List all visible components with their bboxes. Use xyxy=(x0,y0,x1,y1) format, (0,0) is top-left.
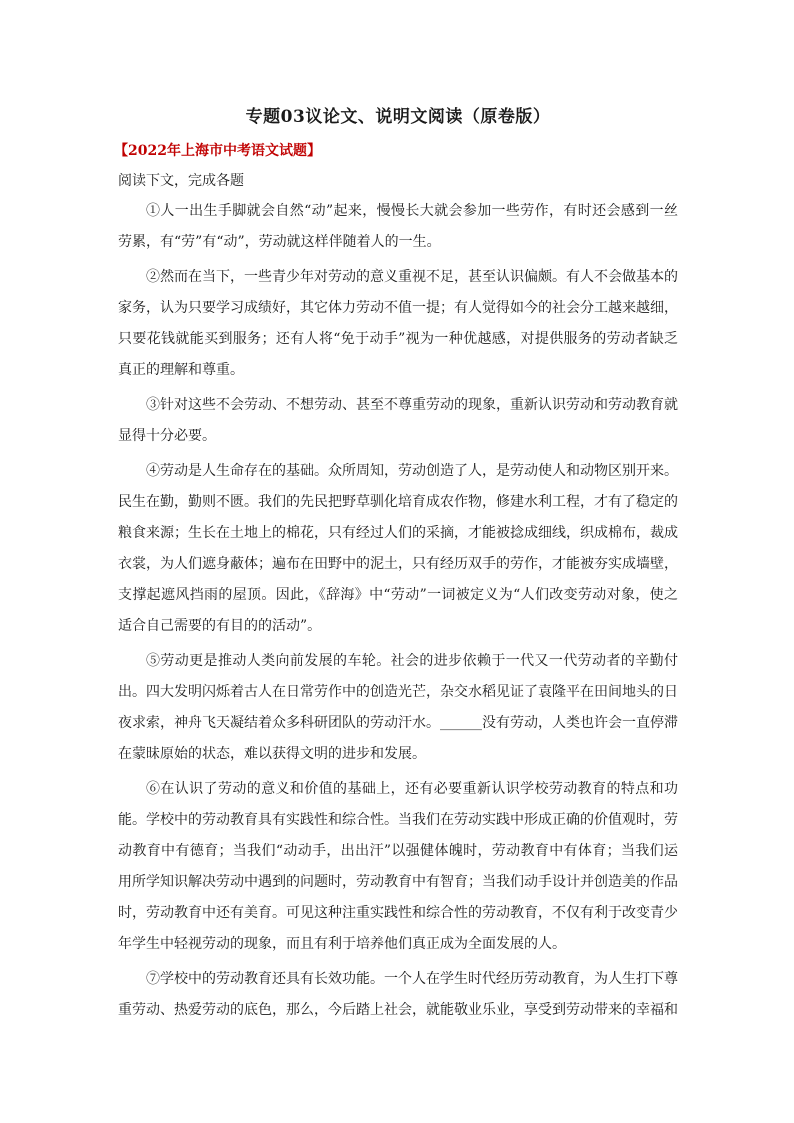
document-page xyxy=(114,104,678,1030)
paragraph-1: ①人一出生手脚就会自然“动”起来，慢慢长大就会参加一些劳作，有时还会感到一丝劳累，有“劳”有“动”，劳动就这样伴随着人的一生。 xyxy=(118,203,678,250)
paragraph-3: ③针对这些不会劳动、不想劳动、甚至不尊重劳动的现象，重新认识劳动和劳动教育就显得十分必要。 xyxy=(118,397,678,444)
paragraph-7: ⑦学校中的劳动教育还具有长效功能。一个人在学生时代经历劳动教育，为人生打下尊重劳动、热爱劳动的底色，那么，今后踏上社会，就能敬业乐业，享受到劳动带来的幸福和 xyxy=(118,971,678,1018)
paragraph-5: ⑤劳动更是推动人类向前发展的车轮。社会的进步依赖于一代又一代劳动者的辛勤付出。四大发明闪烁着古人在日常劳作中的创造光芒，杂交水稻见证了袁隆平在田间地头的日夜求索，神舟飞天凝结着众多科研团队的劳动汗水。______没有劳动，人类也许会一直停滞在蒙昧原始的状态，难以获得文明的进步和发展。 xyxy=(118,653,678,762)
paragraph-6: ⑥在认识了劳动的意义和价值的基础上，还有必要重新认识学校劳动教育的特点和功能。学校中的劳动教育具有实践性和综合性。当我们在劳动实践中形成正确的价值观时，劳动教育中有德育；当我们“动动手，出出汗”以强健体魄时，劳动教育中有体育；当我们运用所学知识解决劳动中遇到的问题时，劳动教育中有智育；当我们动手设计并创造美的作品时，劳动教育中还有美育。可见这种注重实践性和综合性的劳动教育，不仅有利于改变青少年学生中轻视劳动的现象，而且有利于培养他们真正成为全面发展的人。 xyxy=(118,781,678,952)
paragraph-2: ②然而在当下，一些青少年对劳动的意义重视不足，甚至认识偏颇。有人不会做基本的家务，认为只要学习成绩好，其它体力劳动不值一提；有人觉得如今的社会分工越来越细，只要花钱就能买到服务；还有人将“免于动手”视为一种优越感，对提供服务的劳动者缺乏真正的理解和尊重。 xyxy=(118,269,678,378)
reading-instruction: 阅读下文，完成各题 xyxy=(118,173,244,189)
document-title: 专题03议论文、说明文阅读（原卷版） xyxy=(245,107,551,127)
exam-source-label: 【2022年上海市中考语文试题】 xyxy=(114,143,321,159)
paragraph-4: ④劳动是人生命存在的基础。众所周知，劳动创造了人，是劳动使人和动物区别开来。民生在勤，勤则不匮。我们的先民把野草驯化培育成农作物，修建水利工程，才有了稳定的粮食来源；生长在土地上的棉花，只有经过人们的采摘，才能被捻成细线，织成棉布，裁成衣裳，为人们遮身蔽体；遍布在田野中的泥土，只有经历双手的劳作，才能被夯实成墙壁，支撑起遮风挡雨的屋顶。因此，《辞海》中“劳动”一词被定义为“人们改变劳动对象，使之适合自己需要的有目的的活动”。 xyxy=(118,463,678,634)
